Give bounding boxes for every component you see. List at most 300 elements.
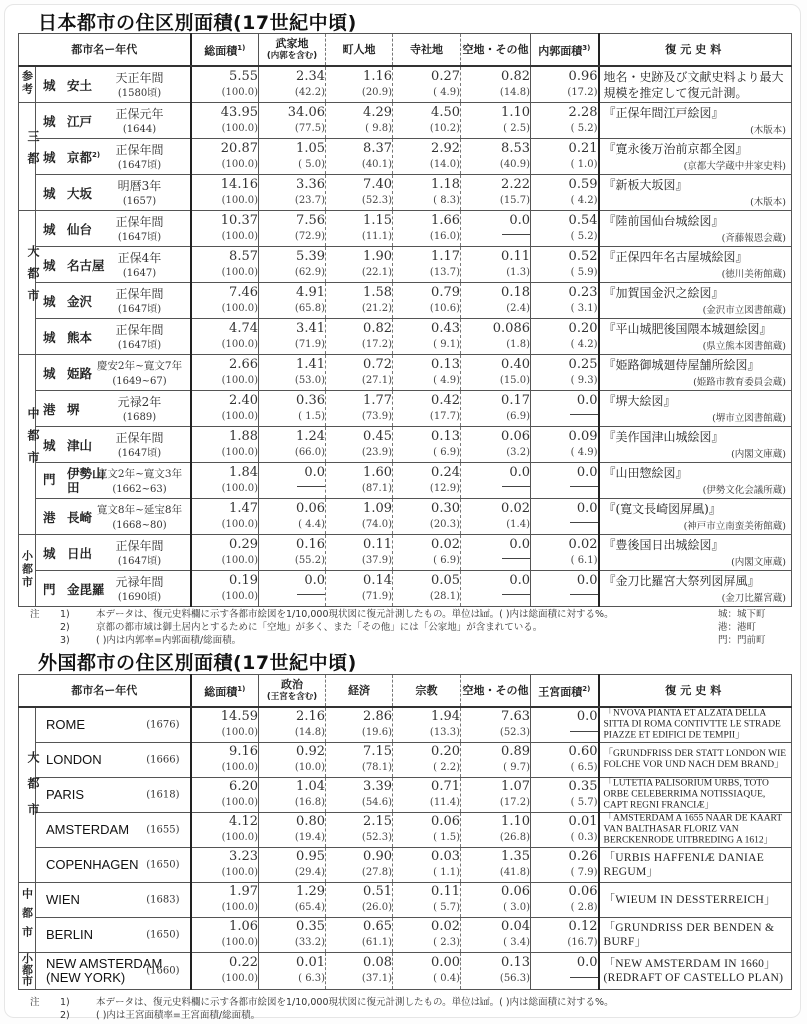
politics-area (259, 743, 326, 778)
source-holder: (姫路市教育委員会蔵) (693, 377, 786, 388)
naikaku-area-value: 2.28 (568, 104, 598, 120)
jisha-area-value: 1.18 (431, 176, 460, 192)
note-text: 京都の都市域は御土居内とするために「空地」が多く、また「その他」には「公家地」が含まれている。 (96, 622, 543, 633)
jisha-area-percent: ( 8.3) (433, 194, 460, 206)
akichi-area-percent: ( 3.0) (503, 902, 530, 913)
jisha-area (393, 211, 461, 247)
source-title: 「GRUNDFRISS DER STATT LONDON WIE FOLCHE VOR UND NACH DEM BRAND」 (603, 749, 787, 770)
naikaku-area-value: 0.25 (568, 356, 598, 372)
city-name-text: 堺 (67, 401, 80, 417)
city-name (46, 718, 85, 732)
group-label-text: 中都市 (20, 887, 34, 945)
total-area (191, 918, 259, 953)
religion-area-percent: (13.3) (429, 727, 460, 738)
city-name-text: AMSTERDAM (46, 822, 130, 837)
source-cell (599, 283, 792, 319)
era-name: 正保4年 (117, 251, 162, 265)
religion-area (393, 813, 461, 848)
jisha-area-value: 1.66 (431, 212, 460, 228)
city-name-text: 熊本 (67, 329, 93, 345)
naikaku-area (531, 175, 599, 211)
akichi-area-value: 1.07 (501, 779, 530, 794)
city-year: (1650) (146, 859, 180, 871)
naikaku-area (531, 427, 599, 463)
total-area-percent: (100.0) (221, 762, 258, 773)
bukechi-area (259, 427, 326, 463)
jisha-area-percent: (16.0) (429, 230, 460, 242)
akichi-area (461, 535, 531, 571)
naikaku-area (531, 319, 599, 355)
akichi-area-value: 1.10 (501, 814, 530, 829)
jisha-area-percent: (10.2) (429, 122, 460, 134)
bukechi-area-percent: (62.9) (294, 266, 325, 278)
city-name-text: 姫路 (67, 365, 93, 381)
akichi-area (461, 743, 531, 778)
akichi-area-percent: (52.3) (499, 727, 530, 738)
bukechi-area-value: 5.39 (296, 248, 325, 264)
jisha-area (393, 499, 461, 535)
group-label (19, 211, 40, 355)
palace-area-value: 0.35 (568, 779, 598, 794)
economy-area-value: 0.90 (363, 849, 392, 864)
bukechi-area (259, 283, 326, 319)
akichi-area-percent: ( 3.4) (503, 937, 530, 948)
note-index: 2) (60, 1010, 70, 1021)
bukechi-area (259, 139, 326, 175)
naikaku-area-percent: ( 4.9) (570, 446, 598, 458)
total-area-percent: (100.0) (221, 338, 258, 350)
akichi-area-value: 0.0 (509, 212, 530, 228)
chonin-area (326, 355, 393, 391)
source-cell (599, 139, 792, 175)
note-item (30, 608, 614, 621)
palace-area (531, 883, 599, 918)
era-name: 正保年間 (115, 215, 164, 229)
city-name (43, 328, 92, 346)
economy-area (326, 813, 393, 848)
japan-city-area-table (18, 33, 792, 607)
economy-area-value: 2.86 (363, 709, 392, 724)
source-title: 『(寛文長崎図屏風)』 (603, 502, 721, 516)
jisha-area (393, 427, 461, 463)
total-area-percent: (100.0) (221, 590, 258, 602)
era (94, 250, 186, 282)
bukechi-area (259, 463, 326, 499)
city-name-text: 江戸 (67, 113, 93, 129)
source-cell (599, 103, 792, 139)
naikaku-area-value: 0.96 (568, 68, 598, 84)
header-bukechi: 武家地 (内郭を含む) (259, 34, 326, 67)
akichi-area-percent: (1.3) (506, 266, 530, 278)
table-row (19, 499, 792, 535)
jisha-area-percent: ( 4.9) (433, 86, 460, 98)
era-name: 慶安2年~寛文7年 (96, 360, 183, 372)
akichi-area-value: 0.18 (501, 284, 530, 300)
bukechi-area-value: 0.0 (304, 572, 325, 588)
city-year: (1618) (146, 789, 180, 801)
chonin-area-value: 1.09 (363, 500, 392, 516)
akichi-area-percent: (17.2) (499, 797, 530, 808)
total-area (191, 463, 259, 499)
akichi-area (461, 571, 531, 607)
header-source: 復元史料 (599, 675, 792, 708)
era-name: 元禄年間 (115, 575, 164, 589)
era-year: (1662~63) (112, 484, 167, 495)
bukechi-area (259, 319, 326, 355)
politics-area-value: 1.04 (296, 779, 325, 794)
town-type: 門 (43, 581, 56, 597)
total-area-percent: (100.0) (221, 122, 258, 134)
total-area (191, 848, 259, 883)
bukechi-area-percent: (72.9) (294, 230, 325, 242)
akichi-area-percent: (15.0) (499, 374, 530, 386)
politics-area-percent: (33.2) (294, 937, 325, 948)
naikaku-area-value: 0.0 (576, 464, 598, 480)
religion-area-value: 0.20 (431, 744, 460, 759)
akichi-area-value: 0.11 (501, 248, 530, 264)
dash-mark (570, 731, 598, 732)
economy-area-percent: (27.8) (361, 867, 392, 878)
city-name-alt: (NEW YORK) (46, 970, 126, 985)
source-title: 「AMSTERDAM A 1655 NAAR DE KAART VAN BALTHASAR FLORIZ VAN BERCKENRODE UITBREDING A 1612」 (603, 813, 782, 846)
bukechi-area-percent (259, 481, 325, 497)
source-holder: (金刀比羅宮蔵) (721, 593, 786, 604)
religion-area (393, 743, 461, 778)
header-economy: 経済 (326, 675, 393, 708)
header-jisha: 寺社地 (393, 34, 461, 67)
politics-area (259, 953, 326, 990)
naikaku-area-percent: ( 6.1) (570, 554, 598, 566)
city-name-text: LONDON (46, 752, 102, 767)
note-label: 注 (30, 609, 40, 620)
total-area (191, 743, 259, 778)
chonin-area-percent: (74.0) (361, 518, 392, 530)
city-year: (1650) (146, 929, 180, 941)
religion-area-value: 0.02 (431, 919, 460, 934)
palace-area-value: 0.0 (576, 955, 598, 970)
jisha-area (393, 66, 461, 103)
city-name-text: 大坂 (67, 185, 93, 201)
era-name: 正保年間 (115, 287, 164, 301)
economy-area-percent: (54.6) (361, 797, 392, 808)
source-holder: (伊勢文化会議所蔵) (702, 485, 786, 496)
total-area (191, 319, 259, 355)
bukechi-area-value: 4.91 (296, 284, 325, 300)
religion-area-value: 1.94 (431, 709, 460, 724)
city-name-cell (36, 813, 191, 848)
source-title: 『寛永後万治前京都全図』 (603, 142, 748, 156)
jisha-area-value: 4.50 (431, 104, 460, 120)
naikaku-area-percent: ( 9.3) (570, 374, 598, 386)
chonin-area-value: 0.72 (363, 356, 392, 372)
total-area-value: 1.06 (229, 919, 258, 934)
foreign-city-area-table (18, 674, 792, 990)
religion-area-percent: ( 1.1) (433, 867, 460, 878)
total-area-value: 0.22 (229, 955, 258, 970)
table-row (19, 211, 792, 247)
politics-area (259, 707, 326, 743)
table-row (19, 918, 792, 953)
town-type: 港 (43, 401, 56, 417)
bukechi-area-value: 2.34 (296, 68, 325, 84)
source-holder: (木版本) (750, 197, 786, 208)
group-label (19, 66, 36, 103)
akichi-area (461, 139, 531, 175)
akichi-area (461, 848, 531, 883)
note-item (30, 634, 614, 647)
city-name-text: 伊勢山田 (67, 465, 105, 495)
akichi-area (461, 247, 531, 283)
table-row (19, 355, 792, 391)
town-type: 城 (43, 257, 56, 273)
era-year: (1647) (122, 268, 157, 279)
naikaku-area (531, 391, 599, 427)
economy-area-percent: (61.1) (361, 937, 392, 948)
era (94, 286, 186, 318)
bukechi-area-percent: (71.9) (294, 338, 325, 350)
akichi-area (461, 319, 531, 355)
akichi-area (461, 391, 531, 427)
chonin-area (326, 175, 393, 211)
source-cell (599, 211, 792, 247)
bukechi-area-percent: (53.0) (294, 374, 325, 386)
chonin-area-percent: (87.1) (361, 482, 392, 494)
city-name (43, 364, 92, 382)
dash-mark (570, 414, 598, 415)
akichi-area-percent: (3.2) (506, 446, 530, 458)
city-name (46, 893, 80, 907)
bukechi-area (259, 499, 326, 535)
akichi-area-percent: ( 2.5) (503, 122, 530, 134)
naikaku-area-percent: ( 5.9) (570, 266, 598, 278)
table-row (19, 743, 792, 778)
naikaku-area (531, 499, 599, 535)
city-name (43, 400, 80, 418)
city-name (46, 957, 162, 985)
palace-area (531, 918, 599, 953)
chonin-area-value: 8.37 (363, 140, 392, 156)
politics-area-value: 0.01 (296, 955, 325, 970)
note-item (30, 621, 614, 634)
economy-area (326, 743, 393, 778)
politics-area (259, 778, 326, 813)
chonin-area-percent: ( 9.8) (365, 122, 392, 134)
city-year: (1660) (146, 965, 180, 977)
era (94, 430, 186, 462)
city-name-cell (36, 848, 191, 883)
naikaku-area-percent (531, 517, 598, 533)
header-naikaku: 内郭面積$^{3)}$ (531, 34, 599, 67)
source-cell (599, 463, 792, 499)
town-type: 城 (43, 437, 56, 453)
politics-area (259, 918, 326, 953)
akichi-area (461, 211, 531, 247)
palace-area-value: 0.01 (568, 814, 598, 829)
era (94, 178, 186, 210)
chonin-area (326, 499, 393, 535)
akichi-area-percent: (26.8) (499, 832, 530, 843)
palace-area-percent: ( 7.9) (570, 867, 598, 878)
table-row (19, 848, 792, 883)
akichi-area-value: 0.40 (501, 356, 530, 372)
table-row (19, 571, 792, 607)
era-name: 正保年間 (115, 323, 164, 337)
chonin-area (326, 211, 393, 247)
religion-area-percent: ( 2.3) (433, 937, 460, 948)
note-ref: 2) (92, 150, 101, 159)
economy-area (326, 953, 393, 990)
source-title: 『新板大坂図』 (603, 178, 688, 192)
table-row (19, 319, 792, 355)
economy-area (326, 883, 393, 918)
chonin-area-value: 1.90 (363, 248, 392, 264)
economy-area-value: 0.65 (363, 919, 392, 934)
akichi-area-percent (461, 229, 530, 245)
naikaku-area-value: 0.21 (568, 140, 598, 156)
city-name (46, 788, 84, 802)
foreign-notes (30, 996, 614, 1022)
jisha-area-percent: (13.7) (429, 266, 460, 278)
total-area-value: 4.74 (229, 320, 258, 336)
group-label (19, 355, 40, 535)
total-area (191, 355, 259, 391)
japan-notes (30, 608, 614, 647)
total-area-percent: (100.0) (221, 973, 258, 984)
city-name-text: 日出 (67, 545, 93, 561)
chonin-area-value: 0.14 (363, 572, 392, 588)
chonin-area-value: 1.16 (363, 68, 392, 84)
source-holder: (金沢市立図書館蔵) (702, 305, 786, 316)
economy-area-percent: (37.1) (361, 973, 392, 984)
total-area (191, 211, 259, 247)
bukechi-area-percent: ( 4.4) (298, 518, 325, 530)
akichi-area-percent: ( 9.7) (503, 762, 530, 773)
era (94, 466, 186, 498)
group-label-text: 小都市 (20, 953, 34, 986)
religion-area-percent: ( 5.7) (433, 902, 460, 913)
akichi-area-value: 0.02 (501, 500, 530, 516)
jisha-area-percent: ( 6.9) (433, 446, 460, 458)
source-title: 「GRUNDRISS DER BENDEN & BURF」 (603, 922, 775, 948)
naikaku-area-percent: (17.2) (567, 86, 598, 98)
bukechi-area (259, 391, 326, 427)
religion-area (393, 707, 461, 743)
city-year: (1683) (146, 894, 180, 906)
source-title: 『正保年間江戸絵図』 (603, 106, 724, 120)
note-item (30, 996, 614, 1009)
jisha-area (393, 319, 461, 355)
note-text: ( )内は内郭率=内郭面積/総面積。 (96, 635, 242, 646)
total-area (191, 139, 259, 175)
total-area-percent: (100.0) (221, 797, 258, 808)
city-year: (1655) (146, 824, 180, 836)
total-area-value: 3.23 (229, 849, 258, 864)
source-cell (599, 175, 792, 211)
jisha-area-value: 0.79 (431, 284, 460, 300)
chonin-area-value: 4.29 (363, 104, 392, 120)
header-akichi: 空地・その他 (461, 675, 531, 708)
economy-area-value: 2.15 (363, 814, 392, 829)
politics-area-value: 0.92 (296, 744, 325, 759)
naikaku-area (531, 211, 599, 247)
jisha-area-percent: (14.0) (429, 158, 460, 170)
group-label-text: 三都 (26, 129, 40, 174)
note-text: 本データは、復元史料欄に示す各都市絵図を1/10,000現状図に復元計測したもの。単位は㎢。( )内は総面積に対する%。 (96, 997, 614, 1008)
city-name-cell (36, 953, 191, 990)
era (94, 322, 186, 354)
bukechi-area-value: 1.41 (296, 356, 325, 372)
table-row (19, 883, 792, 918)
city-name-text: BERLIN (46, 927, 93, 942)
total-area-percent: (100.0) (221, 158, 258, 170)
city-name-cell (36, 391, 191, 427)
naikaku-area (531, 103, 599, 139)
politics-area-percent: (65.4) (294, 902, 325, 913)
group-label (19, 953, 36, 990)
header-city-era: 都市名ー年代 (19, 675, 191, 708)
akichi-area (461, 883, 531, 918)
bukechi-area-value: 0.06 (296, 500, 325, 516)
total-area-percent: (100.0) (221, 482, 258, 494)
source-cell (599, 571, 792, 607)
legend-item: 門：門前町 (718, 635, 766, 646)
akichi-area (461, 918, 531, 953)
city-name-cell (36, 319, 191, 355)
city-name-cell (36, 103, 191, 139)
city-name (43, 544, 92, 562)
era-name: 正保元年 (115, 107, 164, 121)
town-type: 城 (43, 221, 56, 237)
bukechi-area (259, 355, 326, 391)
total-area (191, 427, 259, 463)
table-row (19, 778, 792, 813)
naikaku-area-percent: ( 3.1) (570, 302, 598, 314)
chonin-area (326, 319, 393, 355)
jisha-area-value: 1.17 (431, 248, 460, 264)
city-name-cell (36, 571, 191, 607)
chonin-area-value: 0.11 (363, 536, 392, 552)
religion-area (393, 848, 461, 883)
jisha-area (393, 535, 461, 571)
town-type: 城 (43, 149, 56, 165)
naikaku-area-value: 0.20 (568, 320, 598, 336)
group-label (19, 707, 40, 883)
religion-area-percent: ( 1.5) (433, 832, 460, 843)
dash-mark (502, 234, 530, 235)
jisha-area-value: 0.24 (431, 464, 460, 480)
total-area-value: 10.37 (220, 212, 258, 228)
akichi-area-percent: (2.4) (506, 302, 530, 314)
total-area-percent: (100.0) (221, 902, 258, 913)
source-title: 「LUTETIA PALISORIUM URBS, TOTO ORBE CELEBERRIMA NOTISSIAQUE, CAPT REGNI FRANCIÆ」 (603, 778, 769, 811)
city-name-cell (36, 883, 191, 918)
chonin-area (326, 247, 393, 283)
city-name-cell (36, 499, 191, 535)
city-name-cell (36, 463, 191, 499)
palace-area-value: 0.12 (568, 919, 598, 934)
akichi-area (461, 283, 531, 319)
note-index: 1) (60, 997, 70, 1008)
header-chonin: 町人地 (326, 34, 393, 67)
city-year: (1666) (146, 754, 180, 766)
town-type: 城 (43, 185, 56, 201)
jisha-area-percent: ( 6.9) (433, 554, 460, 566)
total-area-value: 7.46 (229, 284, 258, 300)
jisha-area (393, 571, 461, 607)
akichi-area-value: 0.89 (501, 744, 530, 759)
akichi-area (461, 953, 531, 990)
jisha-area (393, 103, 461, 139)
